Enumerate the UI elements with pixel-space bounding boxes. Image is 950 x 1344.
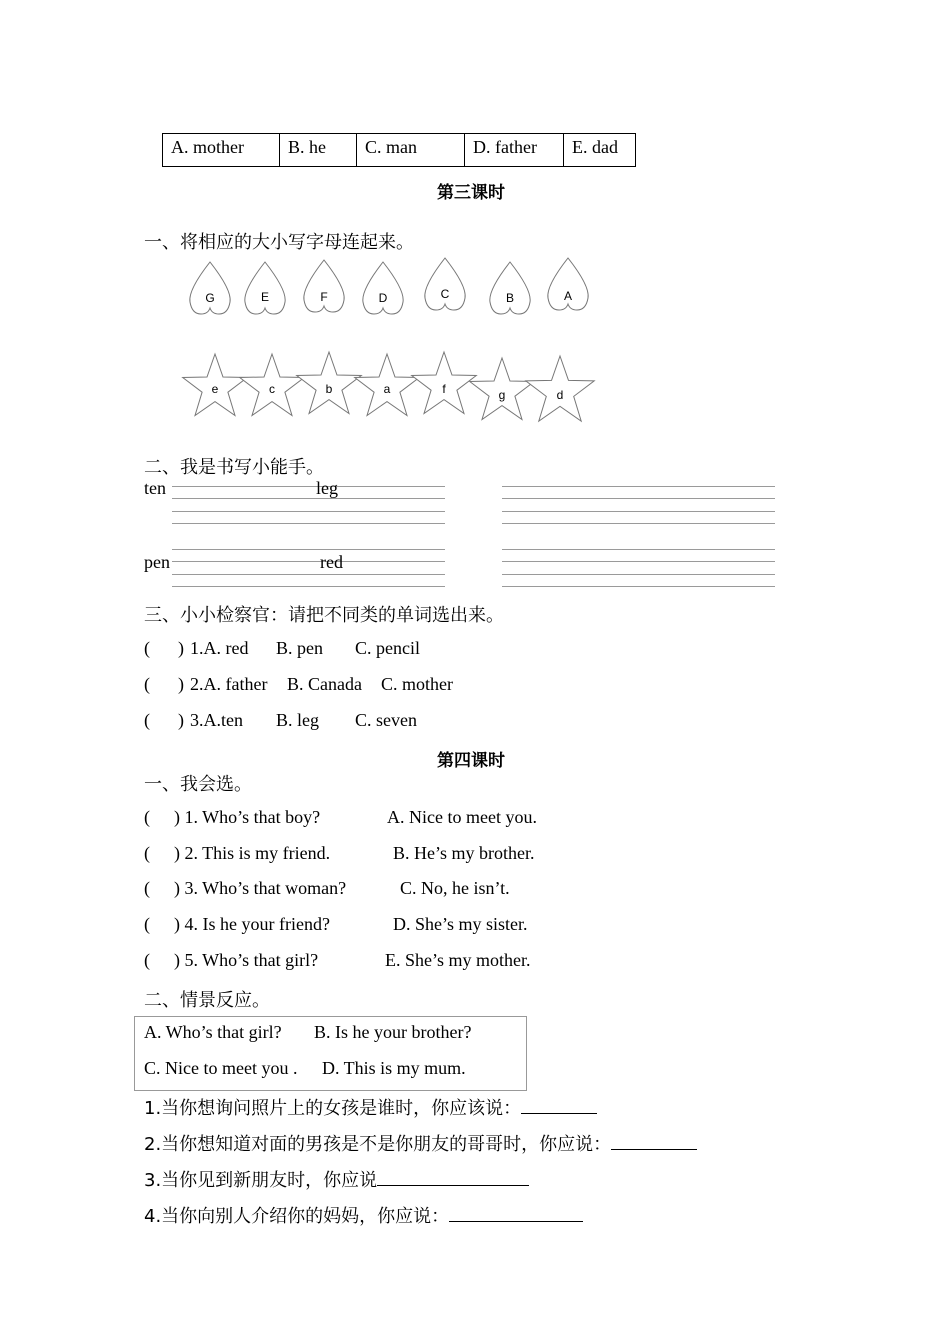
scenario-question: 1.当你想询问照片上的女孩是谁时，你应该说： — [144, 1094, 597, 1120]
answer-blank[interactable] — [611, 1133, 697, 1150]
lesson3-part2-title: 二、我是书写小能手。 — [144, 457, 324, 478]
star-letter: b — [325, 382, 333, 396]
lesson3-part3-title: 三、小小检察官：请把不同类的单词选出来。 — [144, 605, 504, 626]
question-item: 3.A.ten — [190, 710, 243, 730]
heart-letter: D — [378, 291, 388, 305]
paren-open: ( — [144, 878, 150, 898]
heart-shape — [490, 262, 530, 314]
lesson4-part1-title: 一、我会选。 — [144, 774, 252, 795]
question-item: 2.A. father — [190, 674, 268, 694]
match-question: ) 2. This is my friend. — [174, 843, 331, 863]
option-cell: B. he — [280, 134, 357, 167]
heart-shape — [363, 262, 403, 314]
lesson4-title: 第四课时 — [437, 751, 505, 771]
box-option: C. Nice to meet you . — [144, 1058, 298, 1078]
paren-open: ( — [144, 710, 150, 730]
option-c: C. mother — [381, 674, 453, 694]
option-cell: D. father — [465, 134, 564, 167]
star-letter: c — [269, 382, 275, 396]
scenario-question: 4.当你向别人介绍你的妈妈，你应说： — [144, 1202, 583, 1228]
lesson3-part1-title: 一、将相应的大小写字母连起来。 — [144, 232, 414, 253]
option-cell: A. mother — [163, 134, 280, 167]
paren-open: ( — [144, 638, 150, 658]
option-b: B. leg — [276, 710, 319, 730]
heart-letter: A — [563, 289, 573, 303]
word-pen: pen — [144, 552, 170, 572]
paren-open: ( — [144, 950, 150, 970]
paren-close: ) — [178, 638, 184, 658]
writing-lines — [502, 549, 775, 589]
box-option: B. Is he your brother? — [314, 1022, 472, 1042]
heart-shape — [245, 262, 285, 314]
word-ten: ten — [144, 478, 166, 498]
match-question: ) 5. Who’s that girl? — [174, 950, 319, 970]
paren-close: ) — [178, 674, 184, 694]
scenario-question: 2.当你想知道对面的男孩是不是你朋友的哥哥时，你应说： — [144, 1130, 697, 1156]
box-option: D. This is my mum. — [322, 1058, 466, 1078]
box-option: A. Who’s that girl? — [144, 1022, 282, 1042]
paren-open: ( — [144, 843, 150, 863]
option-c: C. seven — [355, 710, 417, 730]
scenario-question: 3.当你见到新朋友时，你应说 — [144, 1166, 529, 1192]
letter-shapes — [0, 0, 950, 440]
star-letter: a — [383, 382, 391, 396]
paren-close: ) — [178, 710, 184, 730]
writing-lines — [172, 549, 445, 589]
answer-blank[interactable] — [521, 1097, 597, 1114]
star-letter: d — [556, 388, 564, 402]
paren-open: ( — [144, 914, 150, 934]
heart-shape — [425, 258, 465, 310]
answer-blank[interactable] — [449, 1205, 583, 1222]
match-answer: C. No, he isn’t. — [400, 878, 510, 898]
option-c: C. pencil — [355, 638, 420, 658]
star-letter: g — [498, 388, 506, 402]
question-item: 1.A. red — [190, 638, 249, 658]
word-red: red — [320, 552, 343, 572]
heart-letter: E — [260, 290, 270, 304]
match-answer: E. She’s my mother. — [385, 950, 531, 970]
match-question: ) 3. Who’s that woman? — [174, 878, 347, 898]
writing-lines — [172, 486, 445, 526]
paren-open: ( — [144, 807, 150, 827]
heart-shape — [190, 262, 230, 314]
match-answer: D. She’s my sister. — [393, 914, 528, 934]
option-cell: E. dad — [564, 134, 636, 167]
option-b: B. Canada — [287, 674, 362, 694]
heart-letter: B — [505, 291, 515, 305]
match-question: ) 4. Is he your friend? — [174, 914, 330, 934]
lesson3-title: 第三课时 — [437, 183, 505, 203]
match-question: ) 1. Who’s that boy? — [174, 807, 321, 827]
option-cell: C. man — [357, 134, 465, 167]
answer-blank[interactable] — [377, 1169, 529, 1186]
heart-letter: G — [205, 291, 215, 305]
star-letter: e — [211, 382, 219, 396]
star-letter: f — [442, 382, 446, 396]
option-b: B. pen — [276, 638, 323, 658]
paren-open: ( — [144, 674, 150, 694]
lesson4-part2-title: 二、情景反应。 — [144, 990, 270, 1011]
match-answer: B. He’s my brother. — [393, 843, 535, 863]
writing-lines — [502, 486, 775, 526]
match-answer: A. Nice to meet you. — [387, 807, 537, 827]
heart-shape — [304, 260, 344, 312]
heart-letter: C — [440, 287, 450, 301]
word-leg: leg — [316, 478, 338, 498]
heart-letter: F — [320, 290, 328, 304]
